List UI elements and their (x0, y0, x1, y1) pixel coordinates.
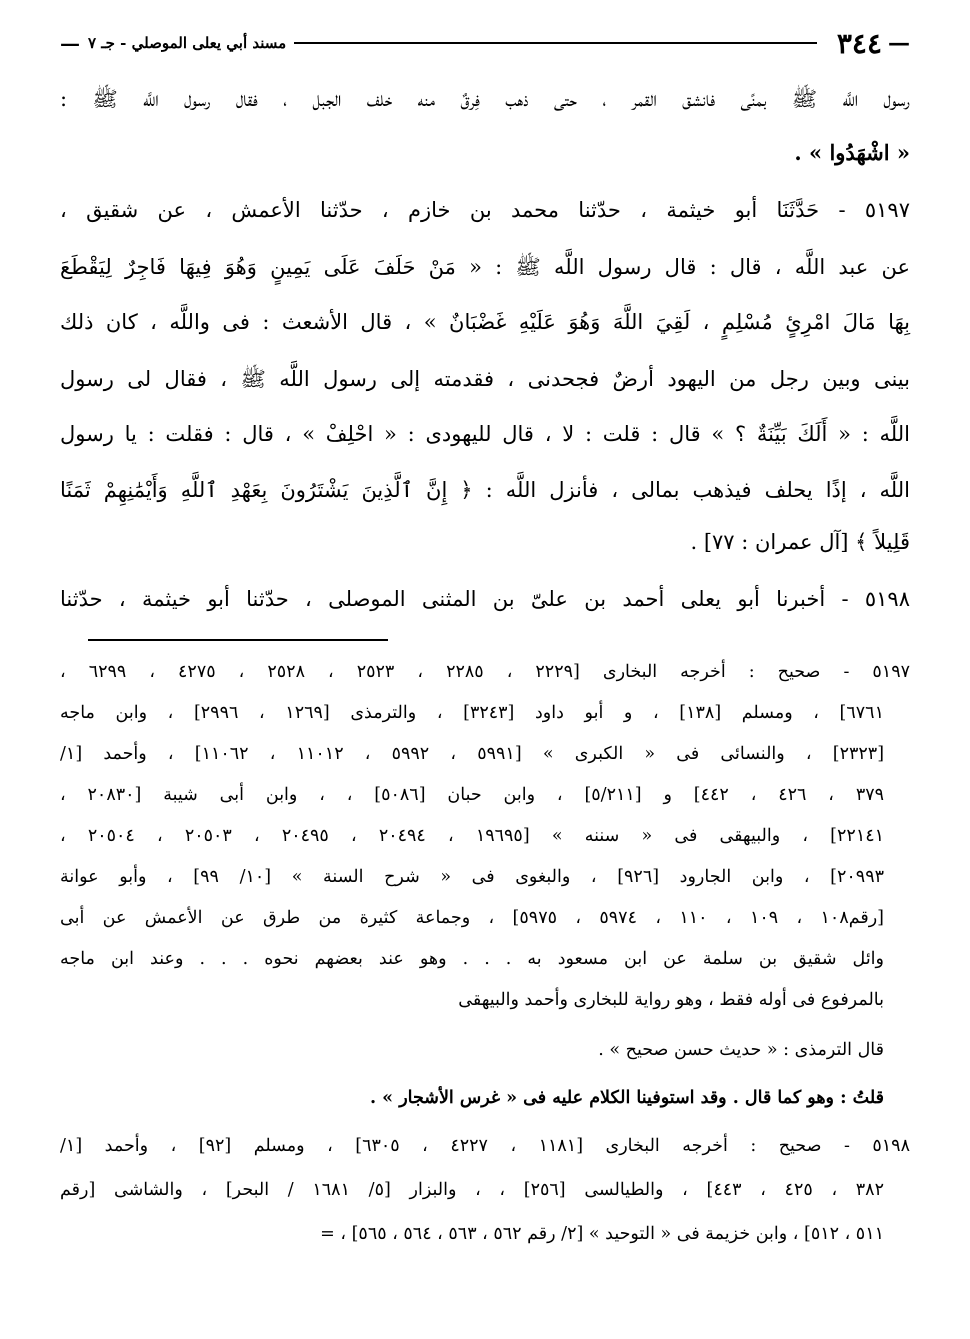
running-title: مسند أبي يعلى الموصلي - جـ ٧ (88, 34, 287, 52)
hadith-5198-line: ٥١٩٨ - أخبرنا أبو يعلى أحمد بن علىّ بن المثنى الموصلى ، حدّثنا أبو خيثمة ، حدّثنا (60, 587, 910, 611)
footnote-line: ٥١٩٨ - صحيح : أخرجه البخارى [١١٨١ ، ٤٢٢٧ ، ٦٣٠٥] ، ومسلم [٩٢] ، وأحمد [١/ (60, 1136, 910, 1156)
text-line: عن عبد اللَّه ، قال : قال رسول اللَّه ﷺ : « مَنْ حَلَفَ عَلَى يَمِينٍ وَهُوَ فِيهَا فَاجِرٌ لِيَقْطَعَ (60, 255, 910, 279)
footnote-line: قال الترمذى : « حديث حسن صحيح » . (598, 1040, 884, 1060)
text-line: بينى وبين رجل من اليهود أرضٌ فجحدنى ، فقدمته إلى رسول اللَّه ﷺ ، فقال لى رسول (60, 367, 910, 391)
text-line: رسول اللَّه ﷺ بمنًى فانشق القمر ، حتى ذهب فِرقٌ منه خلف الجبل ، فقال رسول اللَّه ﷺ : (60, 87, 910, 111)
book-page (60, 0, 910, 1339)
header-dash: — (888, 30, 910, 56)
footnote-line: بالمرفوع فى أوله فقط ، وهو رواية للبخارى وأحمد والبيهقى (458, 990, 884, 1010)
text-line: بِهَا مَالَ امْرِئٍ مُسْلِمٍ ، لَقِيَ اللَّهَ وَهُوَ عَلَيْهِ غَضْبَانٌ » ، قال الأشعث : فى واللَّه ، كان ذلك (60, 310, 910, 334)
footnote-line: ٥١٩٧ - صحيح : أخرجه البخارى [٢٢٢٩ ، ٢٢٨٥ ، ٢٥٢٣ ، ٢٥٢٨ ، ٤٢٧٥ ، ٦٢٩٩ ، (60, 662, 911, 682)
text-line: اللَّه ، إذًا يحلف فيذهب بمالى ، فأنزل اللَّه : ﴿ إِنَّ ٱلَّذِينَ يَشْتَرُونَ بِعَهْدِ ٱللَّهِ وَأَيْمَٰنِهِمْ ثَمَنًا (60, 478, 910, 502)
footnote-line: قلتُ : وهو كما قال . وقد استوفينا الكلام عليه فى « غرس الأشجار » . (369, 1088, 884, 1108)
footnote-line: ٣٧٩ ، ٤٢٦ ، ٤٤٢] و [٥/٢١١] ، وابن حبان [٥٠٨٦] ، ، وابن أبى شيبة [٢٠٨٣٠ ، (60, 785, 885, 805)
header-dash-end: — (60, 31, 80, 55)
page-number: ٣٤٤ (836, 26, 882, 60)
text-line: « اشْهَدُوا » . (794, 140, 910, 165)
footnote-line: ٦٧٦١] ، ومسلم [١٣٨] ، و أبو داود [٣٢٤٣] ، والترمذى [١٢٦٩ ، ٢٩٩٦] ، وابن ماجه (60, 703, 884, 723)
footnote-line: ٣٨٢ ، ٤٢٥ ، ٤٤٣] ، والطيالسى [٢٥٦] ، ، والبزار [٥/ ١٦٨١ / البحر] ، والشاشى [رقم (60, 1180, 884, 1200)
footnote-line: ٢٢١٤١] ، والبيهقى فى « سننه » [١٩٦٩٥ ، ٢٠٤٩٤ ، ٢٠٤٩٥ ، ٢٠٥٠٣ ، ٢٠٥٠٤ ، (60, 826, 885, 846)
footnote-line: ٥١١ ، ٥١٢] ، وابن خزيمة فى « التوحيد » [٢/ رقم ٥٦٢ ، ٥٦٣ ، ٥٦٤ ، ٥٦٥] ، = (320, 1224, 884, 1244)
footnote-line: وائل شقيق بن سلمة عن ابن مسعود به . . . وهو عند بعضهم نحوه . . . وعند ابن ماجه (60, 949, 884, 969)
footnote-separator (88, 639, 388, 641)
text-line: قَلِيلاً ﴾ [آل عمران : ٧٧] . (690, 530, 910, 554)
page-header (60, 28, 910, 58)
footnote-line: [٢٣٢٣] ، والنسائى فى « الكبرى » [٥٩٩١ ، ٥٩٩٢ ، ١١٠١٢ ، ١١٠٦٢] ، وأحمد [١/ (60, 744, 885, 764)
hadith-5197-line: ٥١٩٧ - حَدَّثَنَا أبو خيثمة ، حدّثنا محمد بن خازم ، حدّثنا الأعمش ، عن شقيق ، (60, 198, 910, 222)
text-line: اللَّه : « أَلَكَ بَيِّنَةٌ ؟ » قال : قلت : لا ، قال لليهودى : « احْلِفْ » ، قال : فقلت : يا رسول (60, 422, 910, 446)
footnote-line: ٢٠٩٩٣] ، وابن الجارود [٩٢٦] ، والبغوى فى « شرح السنة » [١٠/ ٩٩] ، وأبو عوانة (60, 867, 884, 887)
header-rule (294, 42, 817, 44)
footnote-line: [رقم١٠٨ ، ١٠٩ ، ١١٠ ، ٥٩٧٤ ، ٥٩٧٥] ، وجماعة كثيرة من طرق عن الأعمش عن أبى (60, 908, 885, 928)
